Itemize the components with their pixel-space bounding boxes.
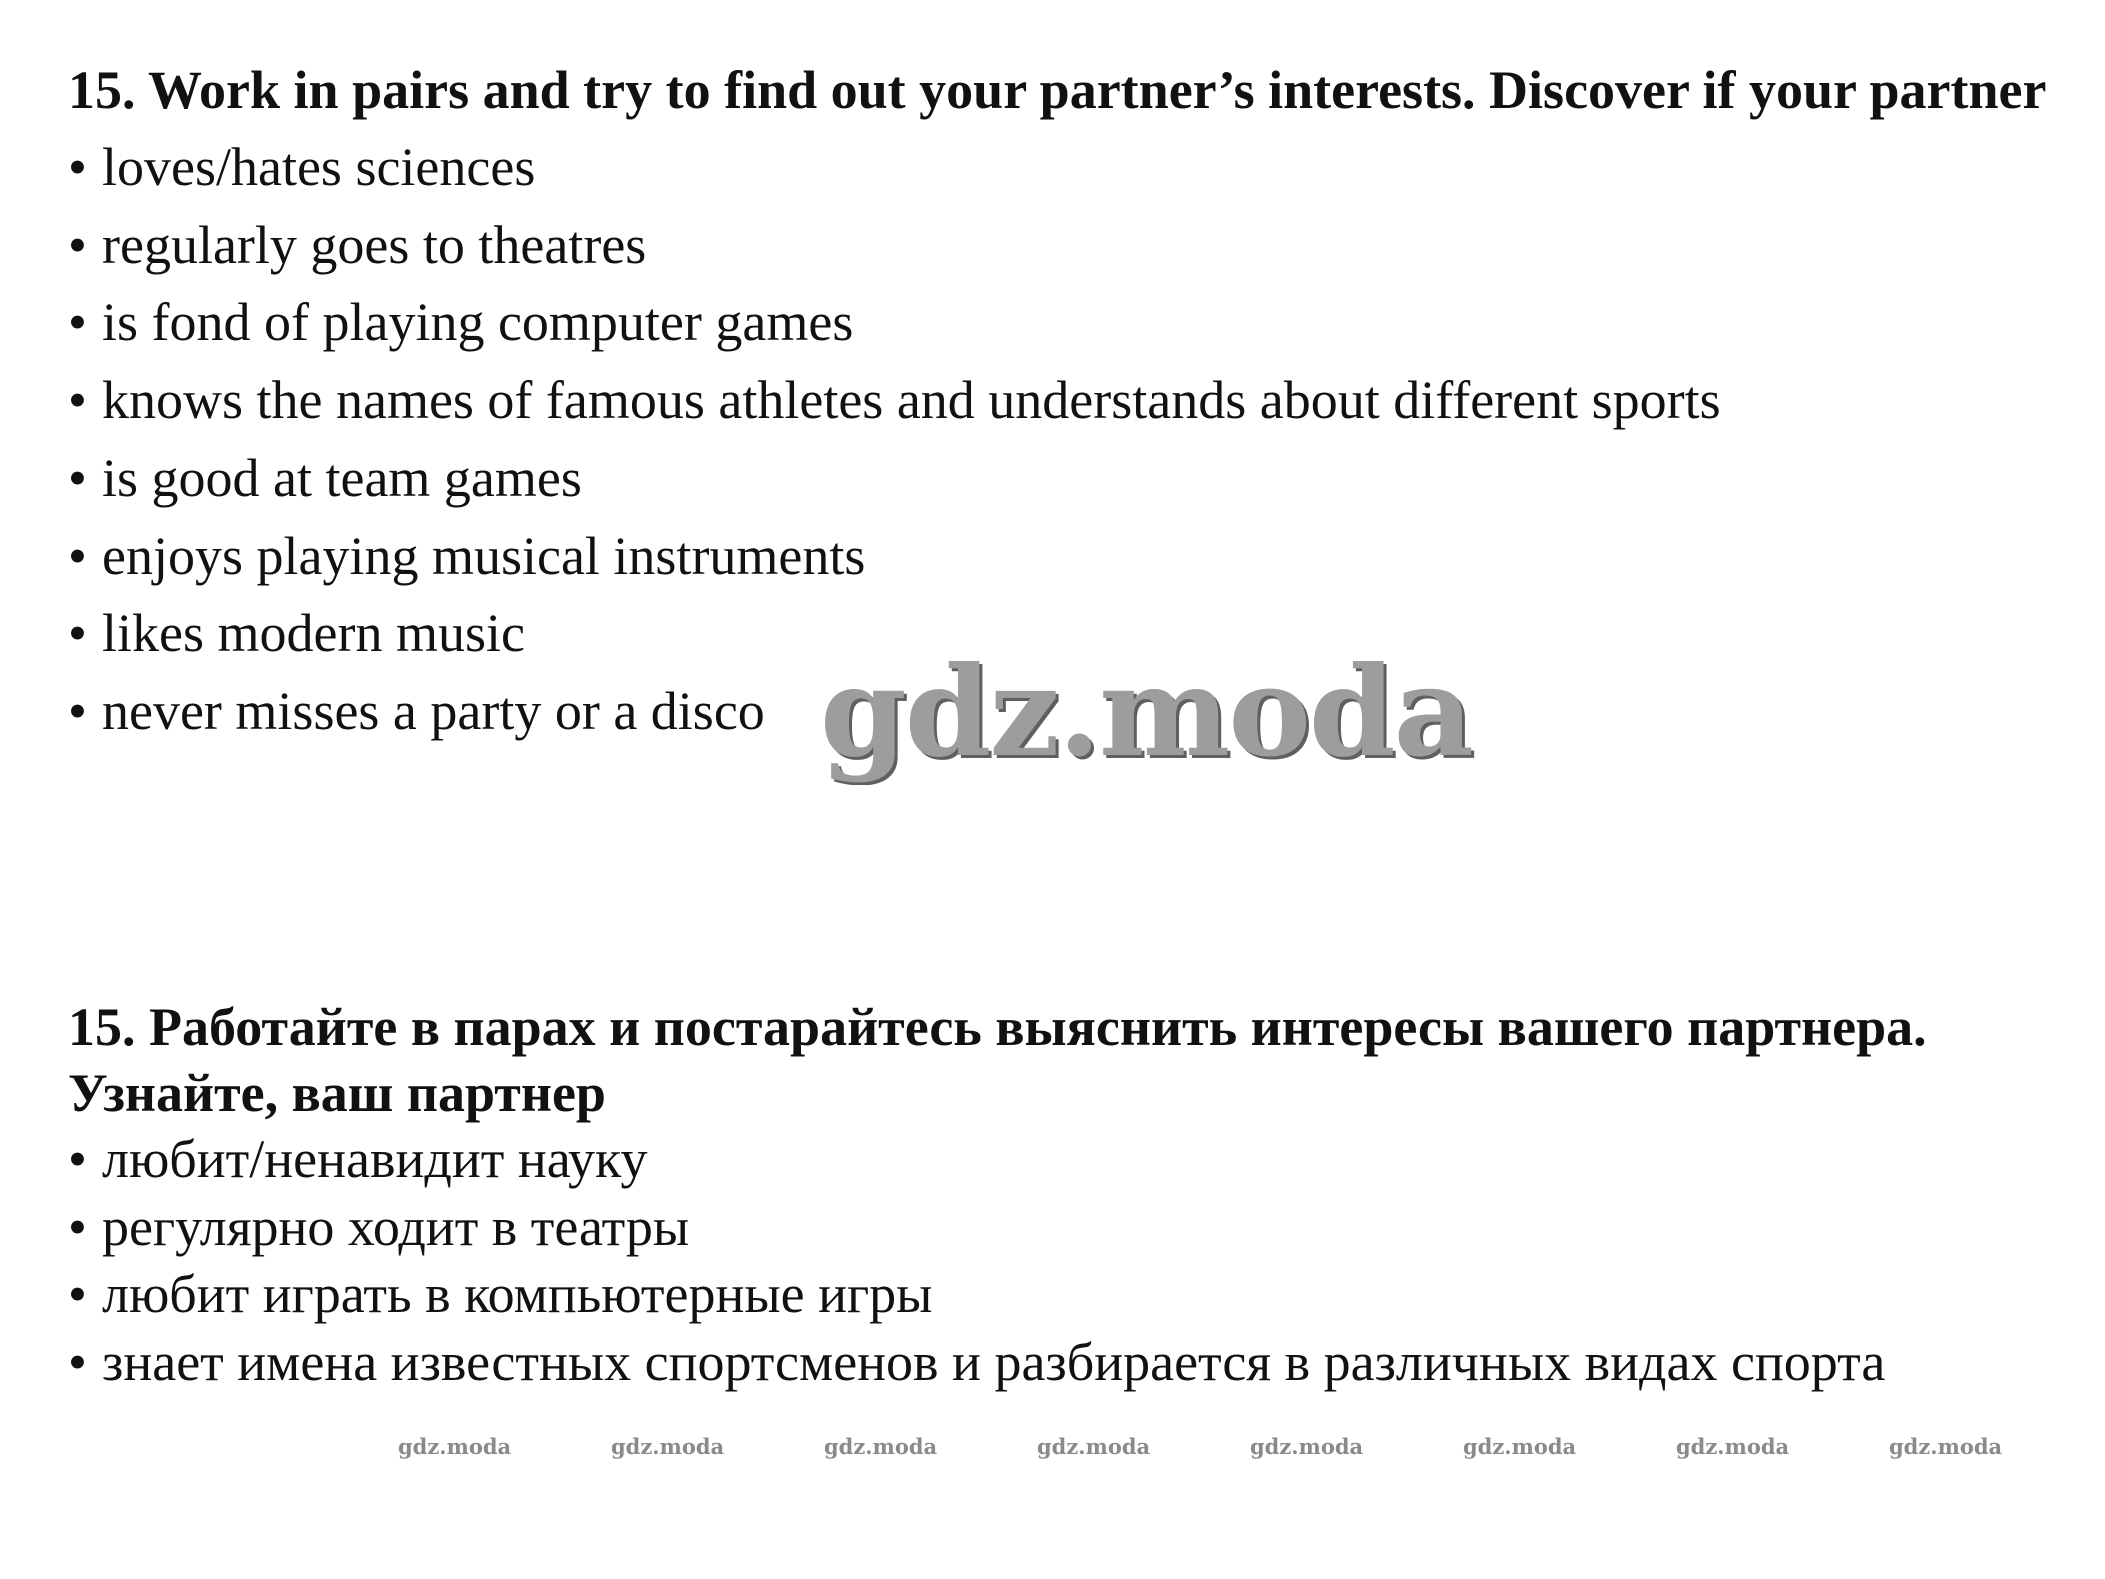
watermark-small: gdz.moda [398, 1434, 512, 1459]
watermark-small: gdz.moda [824, 1434, 938, 1459]
list-item: • регулярно ходит в театры [68, 1194, 2048, 1262]
list-item: • is good at team games [68, 440, 2048, 518]
list-item: • knows the names of famous athletes and understands about different sports [68, 362, 2048, 440]
watermark-small: gdz.moda [1676, 1434, 1790, 1459]
bullet-icon: • [68, 1196, 87, 1257]
bullet-icon: • [68, 1331, 87, 1392]
bullet-icon: • [68, 447, 87, 508]
list-item: • loves/hates sciences [68, 129, 2048, 207]
watermark-small: gdz.moda [1250, 1434, 1364, 1459]
bullet-icon: • [68, 1129, 87, 1189]
bullet-icon: • [68, 292, 87, 353]
list-item: • знает имена известных спортсменов и разбирается в различных видах спорта [68, 1329, 2048, 1397]
exercise-heading-ru: 15. Работайте в парах и постарайтесь выяснить интересы вашего партнера. Узнайте, ваш партнер [68, 997, 1927, 1123]
bullet-icon: • [68, 214, 87, 275]
interest-list-ru [68, 1126, 2048, 1396]
bullet-icon: • [68, 603, 87, 664]
list-item: • regularly goes to theatres [68, 207, 2048, 285]
exercise-heading-en: 15. Work in pairs and try to find out your partner’s interests. Discover if your partner [68, 60, 2047, 120]
watermark-small: gdz.moda [1889, 1434, 2003, 1459]
bullet-icon: • [68, 680, 87, 741]
watermark-small: gdz.moda [1463, 1434, 1577, 1459]
list-item: • likes modern music [68, 595, 2048, 673]
watermark-small: gdz.moda [1037, 1434, 1151, 1459]
bullet-icon: • [68, 525, 87, 586]
bullet-icon: • [68, 370, 87, 431]
watermark-strip [398, 1434, 2102, 1459]
watermark-logo: gdz.moda [820, 640, 1472, 785]
list-item: • is fond of playing computer games [68, 284, 2048, 362]
watermark-small: gdz.moda [611, 1434, 725, 1459]
bullet-icon: • [68, 137, 87, 197]
list-item: • любит/ненавидит науку [68, 1126, 2048, 1194]
list-item: • never misses a party or a disco [68, 673, 2048, 751]
list-item: • enjoys playing musical instruments [68, 518, 2048, 596]
list-item: • любит играть в компьютерные игры [68, 1261, 2048, 1329]
bullet-icon: • [68, 1264, 87, 1324]
russian-section [68, 994, 2048, 1396]
